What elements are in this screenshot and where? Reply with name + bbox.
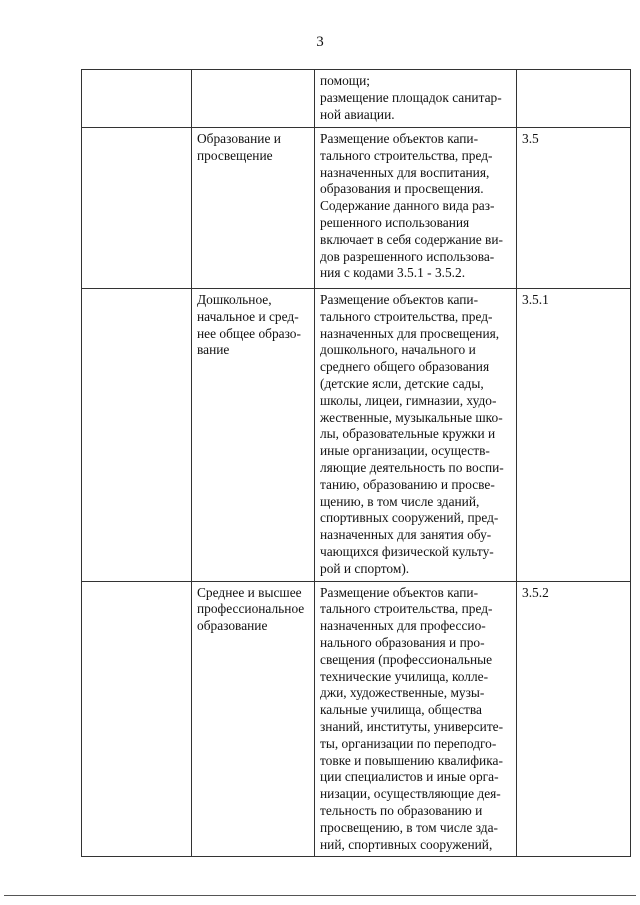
row-description-cell (315, 70, 517, 128)
land-use-table (81, 69, 631, 857)
row-code-cell (517, 128, 631, 289)
row-description-cell (315, 128, 517, 289)
use-type-code: 3.5.2 (522, 584, 549, 600)
use-type-name: Образование и просвещение (197, 131, 281, 163)
table-row (82, 70, 631, 128)
row-blank-cell (82, 581, 192, 857)
use-type-name: Среднее и высшее профессиональное образование (197, 584, 305, 634)
page-number: 3 (316, 34, 324, 50)
row-blank-cell (82, 70, 192, 128)
row-name-cell (192, 70, 315, 128)
use-type-name: Дошкольное, начальное и сред- нее общее образо- вание (197, 292, 301, 358)
table-row (82, 128, 631, 289)
row-description-cell (315, 581, 517, 857)
page-bottom-rule (4, 895, 636, 896)
row-code-cell (517, 289, 631, 582)
table-row (82, 581, 631, 857)
row-code-cell (517, 70, 631, 128)
use-type-description: помощи; размещение площадок санитар- ной авиации. (320, 73, 502, 122)
use-type-description: Размещение объектов капи- тального строительства, пред- назначенных для просвещения, дошкольного, начального и среднего общего образования (детские ясли, детские сады, школы, лицеи, гимназии, худо- жественные, музыкальные шко- лы, образовательные кружки и иные организации, осуществ- ляющие деятельность по воспи- танию, образованию и просве- щению, в том числе зданий, спортивных сооружений, пред- назначенных для занятия обу- чающихся физической культу- рой и спортом). (320, 292, 504, 576)
use-type-description: Размещение объектов капи- тального строительства, пред- назначенных для профессио- нального образования и про- свещения (профессиональные технические училища, колле- джи, художественные, музы- кальные училища, общества знаний, институты, университе- ты, организации по переподго- товке и повышению квалифика- ции специалистов и иные орга- низации, осуществляющие дея- тельность по образованию и просвещению, в том числе зда- ний, спортивных сооружений, (320, 584, 504, 852)
row-code-cell (517, 581, 631, 857)
row-description-cell (315, 289, 517, 582)
use-type-code: 3.5.1 (522, 292, 549, 307)
use-type-code: 3.5 (522, 131, 539, 146)
row-name-cell (192, 128, 315, 289)
use-type-description: Размещение объектов капи- тального строительства, пред- назначенных для воспитания, образования и просвещения. Содержание данного вида раз- решенного использования включает в себя содержание ви- дов разрешенного использова- ния с кодами 3.5.1 - 3.5.2. (320, 131, 504, 281)
row-name-cell (192, 289, 315, 582)
row-name-cell (192, 581, 315, 857)
row-blank-cell (82, 128, 192, 289)
table-row (82, 289, 631, 582)
row-blank-cell (82, 289, 192, 582)
